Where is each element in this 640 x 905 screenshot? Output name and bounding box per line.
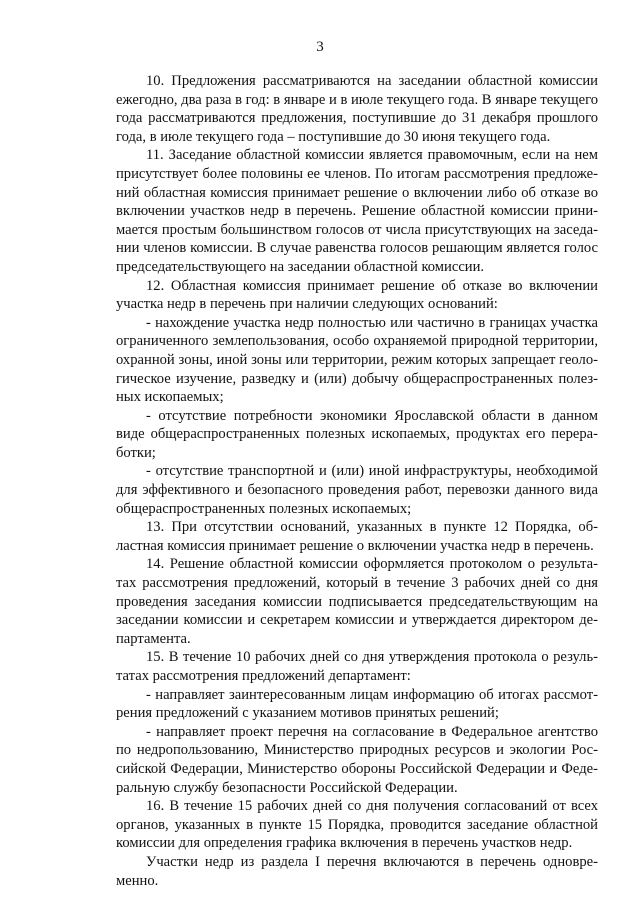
paragraph-14: 14. Решение областной комиссии оформляется протоколом о результатах рассмотрения предложений, который в течение 3 рабочих дней со дня проведения заседания комиссии подписывается председательствующим на заседании комиссии и секретарем комиссии и утверждается директором департамента. bbox=[116, 556, 598, 647]
paragraph-12-item-3: - отсутствие транспортной и (или) иной инфраструктуры, необходимой для эффективного и безопасного проведения работ, перевозки данного вида общераспространенных полезных ископаемых; bbox=[116, 463, 598, 517]
paragraph-11: 11. Заседание областной комиссии является правомочным, если на нем присутствует более половины ее членов. По итогам рассмотрения предложений областная комиссия принимает решение о включении либо об отказе во включении участков недр в перечень. Решение областной комиссии принимается простым большинством голосов от числа присутствующих на заседании членов комиссии. В случае равенства голосов решающим является голос председательствующего на заседании областной комиссии. bbox=[116, 147, 598, 275]
paragraph-10: 10. Предложения рассматриваются на заседании областной комиссии ежегодно, два раза в год: в январе и в июле текущего года. В январе текущего года рассматриваются предложения, поступившие до 31 декабря прошлого года, в июле текущего года – поступившие до 30 июня текущего года. bbox=[116, 73, 598, 145]
document-body bbox=[116, 72, 598, 890]
paragraph-16-note: Участки недр из раздела I перечня включаются в перечень одновременно. bbox=[116, 853, 598, 889]
paragraph-15-item-2: - направляет проект перечня на согласование в Федеральное агентство по недропользованию, Министерство природных ресурсов и экологии Российской Федерации, Министерство обороны Российской Федерации и Федеральную службу безопасности Российской Федерации. bbox=[116, 723, 598, 796]
paragraph-12: 12. Областная комиссия принимает решение об отказе во включении участка недр в перечень при наличии следующих оснований: bbox=[116, 277, 598, 313]
page-number: 3 bbox=[316, 39, 324, 55]
paragraph-13: 13. При отсутствии оснований, указанных в пункте 12 Порядка, областная комиссия принимает решение о включении участка недр в перечень. bbox=[116, 519, 598, 554]
paragraph-12-item-2: - отсутствие потребности экономики Ярославской области в данном виде общераспространенных полезных ископаемых, продуктах его переработки; bbox=[116, 407, 598, 461]
paragraph-12-item-1: - нахождение участка недр полностью или частично в границах участка ограниченного землепользования, особо охраняемой природной территории, охранной зоны, иной зоны или территории, режим которых запрещает геологическое изучение, разведку и (или) добычу общераспространенных полезных ископаемых; bbox=[116, 314, 598, 406]
paragraph-15: 15. В течение 10 рабочих дней со дня утверждения протокола о результатах рассмотрения предложений департамент: bbox=[116, 649, 598, 684]
paragraph-16: 16. В течение 15 рабочих дней со дня получения согласований от всех органов, указанных в пункте 15 Порядка, проводится заседание областной комиссии для определения графика включения в перечень участков недр. bbox=[116, 798, 598, 852]
paragraph-15-item-1: - направляет заинтересованным лицам информацию об итогах рассмотрения предложений с указанием мотивов принятых решений; bbox=[116, 686, 598, 722]
